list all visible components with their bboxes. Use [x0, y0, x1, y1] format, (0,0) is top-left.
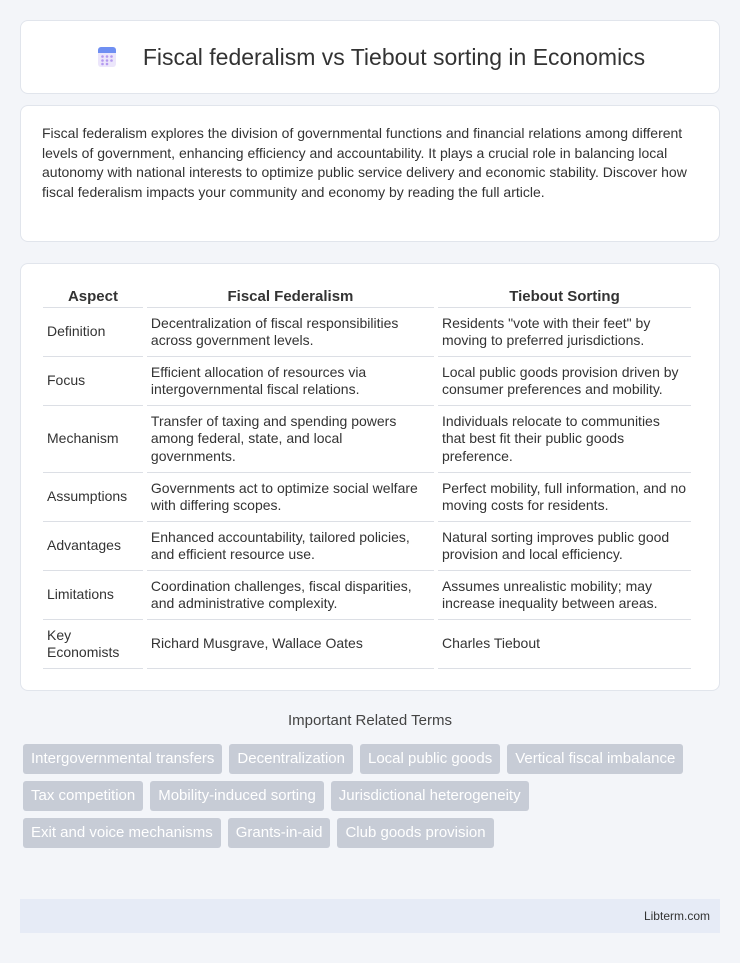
row-aspect: Advantages: [43, 522, 143, 571]
row-fiscal-federalism: Transfer of taxing and spending powers among federal, state, and local governments.: [147, 406, 434, 473]
related-terms-list: [23, 744, 723, 855]
related-term-tag[interactable]: Intergovernmental transfers: [23, 744, 222, 774]
table-row: [43, 571, 691, 620]
row-tiebout-sorting: Local public goods provision driven by consumer preferences and mobility.: [438, 357, 691, 406]
row-aspect: Definition: [43, 308, 143, 357]
row-tiebout-sorting: Perfect mobility, full information, and no moving costs for residents.: [438, 473, 691, 522]
table-row: [43, 406, 691, 473]
row-aspect: Key Economists: [43, 620, 143, 669]
row-aspect: Assumptions: [43, 473, 143, 522]
table-row: [43, 308, 691, 357]
row-tiebout-sorting: Assumes unrealistic mobility; may increase inequality between areas.: [438, 571, 691, 620]
related-term-tag[interactable]: Local public goods: [360, 744, 500, 774]
table-row: [43, 473, 691, 522]
related-term-tag[interactable]: Decentralization: [229, 744, 353, 774]
related-terms-heading: Important Related Terms: [288, 712, 452, 729]
row-tiebout-sorting: Natural sorting improves public good provision and local efficiency.: [438, 522, 691, 571]
header-fiscal-federalism: Fiscal Federalism: [147, 284, 434, 308]
table-header-row: [43, 284, 691, 308]
related-term-tag[interactable]: Jurisdictional heterogeneity: [331, 781, 529, 811]
row-aspect: Focus: [43, 357, 143, 406]
row-tiebout-sorting: Charles Tiebout: [438, 620, 691, 669]
row-fiscal-federalism: Efficient allocation of resources via intergovernmental fiscal relations.: [147, 357, 434, 406]
related-term-tag[interactable]: Vertical fiscal imbalance: [507, 744, 683, 774]
row-tiebout-sorting: Individuals relocate to communities that best fit their public goods preference.: [438, 406, 691, 473]
row-fiscal-federalism: Richard Musgrave, Wallace Oates: [147, 620, 434, 669]
header-aspect: Aspect: [43, 284, 143, 308]
row-tiebout-sorting: Residents "vote with their feet" by moving to preferred jurisdictions.: [438, 308, 691, 357]
row-fiscal-federalism: Governments act to optimize social welfare with differing scopes.: [147, 473, 434, 522]
header-card: [20, 20, 720, 94]
row-aspect: Limitations: [43, 571, 143, 620]
footer: [20, 899, 720, 933]
document-icon: [95, 45, 119, 69]
related-term-tag[interactable]: Tax competition: [23, 781, 143, 811]
row-fiscal-federalism: Coordination challenges, fiscal disparities, and administrative complexity.: [147, 571, 434, 620]
footer-brand-link[interactable]: Libterm.com: [643, 909, 710, 923]
related-term-tag[interactable]: Exit and voice mechanisms: [23, 818, 221, 848]
table-row: [43, 357, 691, 406]
related-term-tag[interactable]: Grants-in-aid: [228, 818, 331, 848]
table-row: [43, 522, 691, 571]
related-term-tag[interactable]: Mobility-induced sorting: [150, 781, 324, 811]
related-term-tag[interactable]: Club goods provision: [337, 818, 493, 848]
intro-paragraph: Fiscal federalism explores the division of governmental functions and financial relations among different levels of government, enhancing efficiency and accountability. It plays a crucial role in balancing local autonomy with national interests to optimize public service delivery and economic stability. Discover how fiscal federalism impacts your community and economy by reading the full article.: [42, 125, 687, 200]
page-title: Fiscal federalism vs Tiebout sorting in Economics: [142, 43, 646, 70]
header-tiebout-sorting: Tiebout Sorting: [438, 284, 691, 308]
intro-card: [20, 105, 720, 242]
row-fiscal-federalism: Enhanced accountability, tailored policies, and efficient resource use.: [147, 522, 434, 571]
table-row: [43, 620, 691, 669]
comparison-card: [20, 263, 720, 691]
row-fiscal-federalism: Decentralization of fiscal responsibilities across government levels.: [147, 308, 434, 357]
row-aspect: Mechanism: [43, 406, 143, 473]
comparison-table: [39, 284, 695, 669]
